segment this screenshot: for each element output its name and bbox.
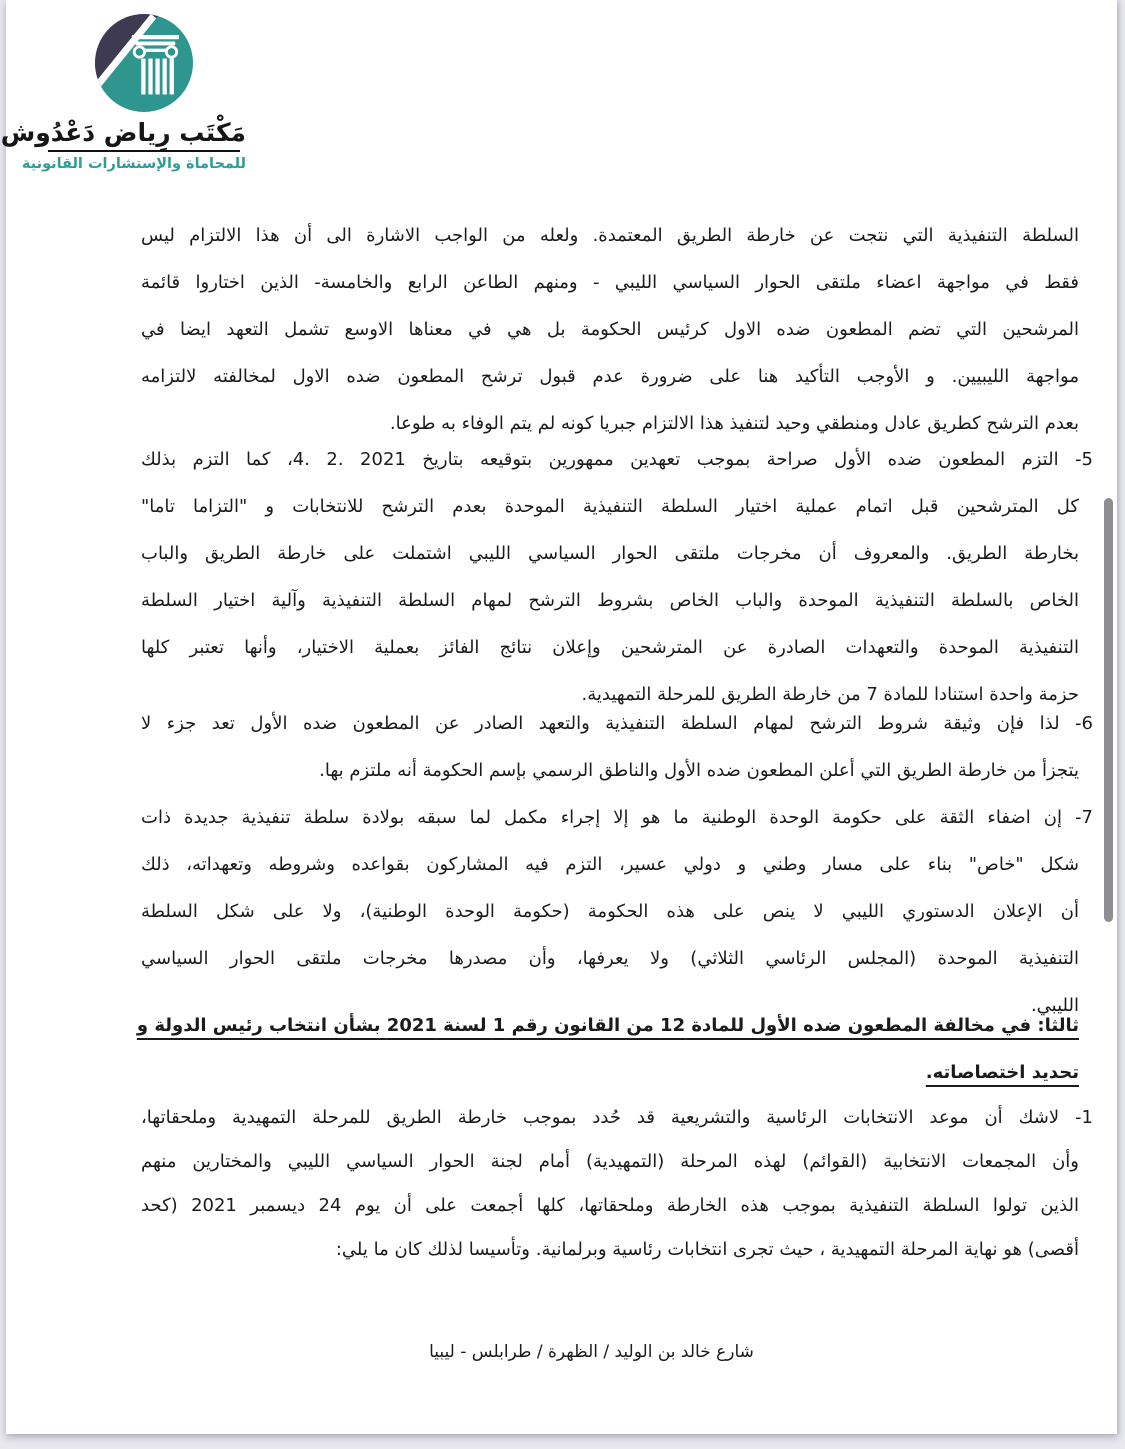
section-heading-line: ثالثا: في مخالفة المطعون ضده الأول للمادة 12 من القانون رقم 1 لسنة 2021 بشأن انتخاب رئيس الدولة و [136, 1015, 1079, 1036]
text-line: بعدم الترشح كطريق عادل ومنطقي وحيد لتنفيذ هذا الالتزام جبريا كونه لم يتم الوفاء به طوعا. [389, 413, 1079, 434]
text-line: أقصى) هو نهاية المرحلة التمهيدية ، حيث تجرى انتخابات رئاسية وبرلمانية. وتأسيسا لذلك كان ما يلي: [335, 1239, 1079, 1260]
numbered-item-1 [141, 1096, 1093, 1272]
text-line: شكل "خاص" بناء على مسار وطني و دولي عسير، التزم فيه المشاركون بقواعده وشروطه وتعهداته، ذلك [141, 854, 1079, 875]
text-line: حزمة واحدة استنادا للمادة 7 من خارطة الطريق للمرحلة التمهيدية. [581, 684, 1079, 705]
scrollbar-thumb[interactable] [1104, 498, 1113, 922]
numbered-item-7 [141, 794, 1093, 1029]
firm-tagline: للمحاماة والإستشارات القانونية [21, 156, 246, 172]
text-line: التنفيذية الموحدة والتعهدات الصادرة عن المترشحين وإعلان نتائج الفائز بعملية الاختيار، وأنها تعتبر كلها [141, 637, 1079, 658]
text-line: السلطة التنفيذية التي نتجت عن خارطة الطريق المعتمدة. ولعله من الواجب الاشارة الى أن هذا الالتزام ليس [141, 225, 1079, 246]
text-line: 7- إن اضفاء الثقة على حكومة الوحدة الوطنية ما هو إلا إجراء مكمل لما سبقه بولادة سلطة تنفيذية جديدة ذات [141, 807, 1093, 828]
text-line: التنفيذية الموحدة (المجلس الرئاسي الثلاثي) ولا يعرفها، وأن مصدرها مخرجات ملتقى الحوار السياسي [141, 948, 1079, 969]
intro-paragraph [141, 212, 1079, 447]
text-line: وأن المجمعات الانتخابية (القوائم) لهذه المرحلة (التمهيدية) أمام لجنة الحوار السياسي الليبي والمختارين منهم [141, 1151, 1079, 1172]
law-firm-logo [95, 14, 193, 112]
numbered-item-6 [141, 700, 1093, 794]
logo-divider [48, 150, 240, 152]
section-heading [136, 1002, 1079, 1096]
address-footer: شارع خالد بن الوليد / الظهرة / طرابلس - ليبيا [429, 1342, 754, 1362]
text-line: 6- لذا فإن وثيقة شروط الترشح لمهام السلطة التنفيذية والتعهد الصادر عن المطعون ضده الأول تعد جزء لا [141, 713, 1093, 734]
numbered-item-5 [141, 436, 1093, 718]
text-line: بخارطة الطريق. والمعروف أن مخرجات ملتقى الحوار السياسي الليبي اشتملت على خارطة الطريق والباب [141, 543, 1079, 564]
text-line: المرشحين التي تضم المطعون ضده الاول كرئيس الحكومة بل هي في معناها الاوسع تشمل التعهد ايضا في [141, 319, 1079, 340]
section-heading-line: تحديد اختصاصاته. [925, 1062, 1079, 1083]
text-line: فقط في مواجهة اعضاء ملتقى الحوار السياسي الليبي - ومنهم الطاعن الرابع والخامسة- الذين اختاروا قائمة [141, 272, 1079, 293]
text-line: 5- التزم المطعون ضده الأول صراحة بموجب تعهدين ممهورين بتوقيعه بتاريخ ‪4. 2. 2021‬، كما التزم بذلك [141, 449, 1093, 470]
text-line: 1- لاشك أن موعد الانتخابات الرئاسية والتشريعية قد حُدد بموجب خارطة الطريق للمرحلة التمهيدية وملحقاتها، [141, 1107, 1093, 1128]
text-line: يتجزأ من خارطة الطريق التي أعلن المطعون ضده الأول والناطق الرسمي بإسم الحكومة أنه ملتزم بها. [319, 760, 1079, 781]
letterhead [0, 12, 246, 172]
text-line: أن الإعلان الدستوري الليبي لا ينص على هذه الحكومة (حكومة الوحدة الوطنية)، ولا على شكل السلطة [141, 901, 1079, 922]
firm-name: مَكْتَب رِياض دَعْدُوش [0, 118, 246, 147]
text-line: الليبي. [1030, 995, 1079, 1016]
text-line: الخاص بالسلطة التنفيذية الموحدة والباب الخاص بشروط الترشح لمهام السلطة التنفيذية وآلية اختيار السلطة [141, 590, 1079, 611]
text-line: مواجهة الليبيين. و الأوجب التأكيد هنا على ضرورة عدم قبول ترشح المطعون ضده الاول لمخالفته لالتزامه [141, 366, 1079, 387]
text-line: كل المترشحين قبل اتمام عملية اختيار السلطة التنفيذية الموحدة بعدم الترشح للانتخابات و "التزاما تاما" [141, 496, 1079, 517]
text-line: الذين تولوا السلطة التنفيذية بموجب هذه الخارطة وملحقاتها، كلها أجمعت على أن يوم 24 ديسمبر 2021 (كحد [141, 1195, 1080, 1216]
